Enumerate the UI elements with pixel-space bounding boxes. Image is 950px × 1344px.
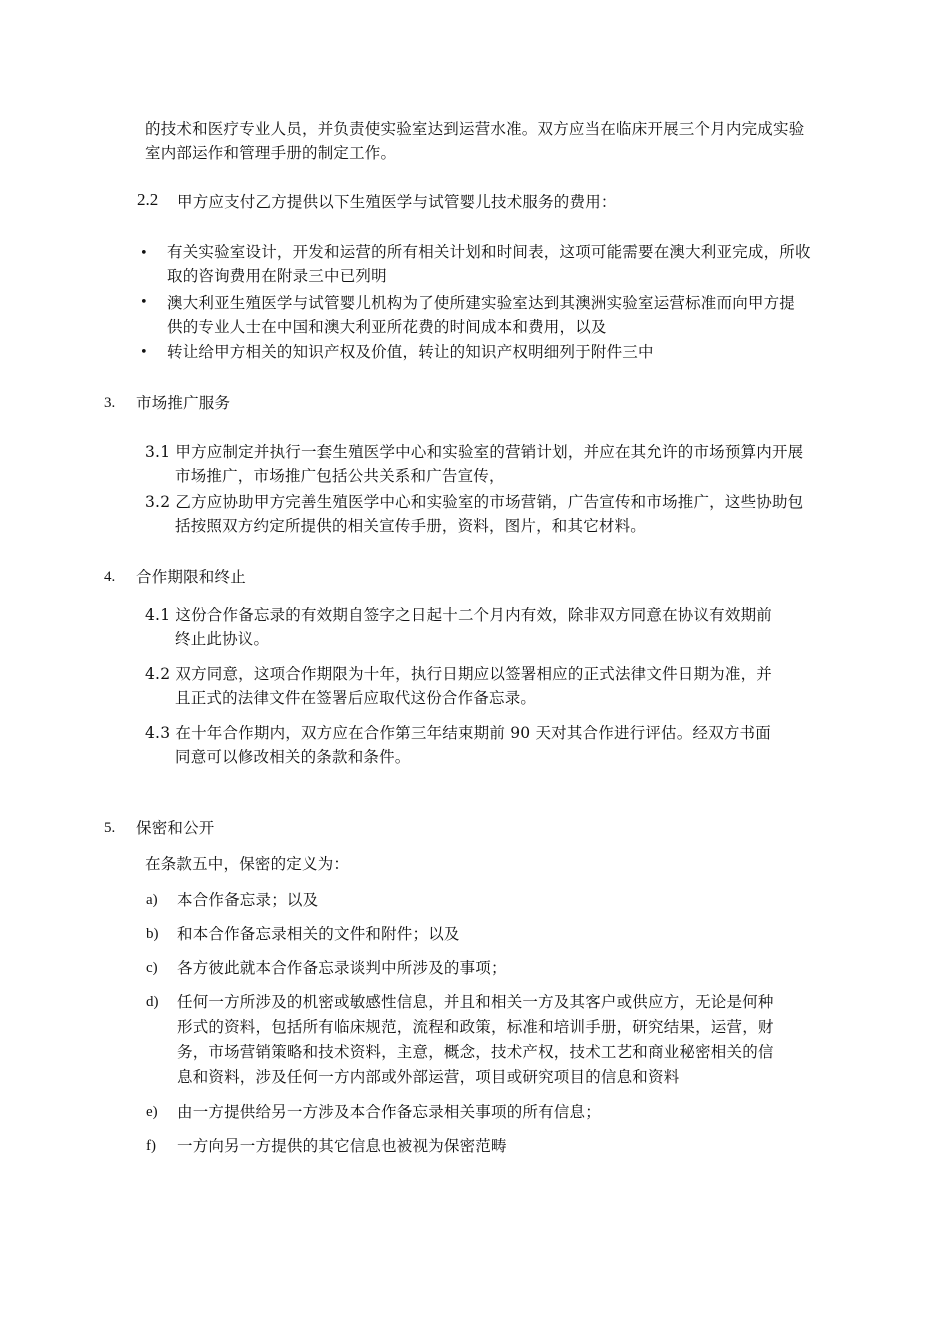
item-f-text: 一方向另一方提供的其它信息也被视为保密范畴 bbox=[177, 1137, 507, 1155]
item-3-2-line-2: 括按照双方约定所提供的相关宣传手册，资料，图片，和其它材料。 bbox=[175, 517, 647, 535]
bullet-icon: • bbox=[140, 246, 148, 261]
item-c-label: c) bbox=[146, 960, 158, 976]
section-5-title: 保密和公开 bbox=[136, 819, 215, 837]
section-2-2-text: 甲方应支付乙方提供以下生殖医学与试管婴儿技术服务的费用： bbox=[177, 193, 617, 211]
item-4-2-line-1: 4.2 双方同意，这项合作期限为十年，执行日期应以签署相应的正式法律文件日期为准，并 bbox=[145, 665, 772, 683]
bullet-2-line-1: 澳大利亚生殖医学与试管婴儿机构为了使所建实验室达到其澳洲实验室运营标准而向甲方提 bbox=[167, 294, 796, 312]
bullet-1-line-1: 有关实验室设计，开发和运营的所有相关计划和时间表，这项可能需要在澳大利亚完成，所收 bbox=[167, 243, 811, 261]
item-4-1-line-2: 终止此协议。 bbox=[175, 630, 270, 648]
item-c-text: 各方彼此就本合作备忘录谈判中所涉及的事项； bbox=[177, 959, 507, 977]
bullet-icon: • bbox=[140, 345, 148, 360]
item-4-3-line-2: 同意可以修改相关的条款和条件。 bbox=[175, 748, 411, 766]
item-4-3-line-1: 4.3 在十年合作期内，双方应在合作第三年结束期前 90 天对其合作进行评估。经双方书面 bbox=[145, 724, 771, 742]
item-d-line-2: 形式的资料，包括所有临床规范，流程和政策，标准和培训手册，研究结果，运营，财 bbox=[177, 1018, 774, 1036]
item-d-label: d) bbox=[146, 994, 159, 1010]
item-3-1-line-2: 市场推广，市场推广包括公共关系和广告宣传， bbox=[175, 467, 505, 485]
item-3-2-line-1: 3.2 乙方应协助甲方完善生殖医学中心和实验室的市场营销，广告宣传和市场推广，这些协助包 bbox=[145, 493, 804, 511]
item-a-text: 本合作备忘录；以及 bbox=[177, 891, 319, 909]
section-2-2-number: 2.2 bbox=[137, 190, 159, 209]
section-3-number: 3. bbox=[104, 395, 116, 411]
bullet-2-line-2: 供的专业人士在中国和澳大利亚所花费的时间成本和费用，以及 bbox=[167, 318, 607, 336]
item-d-line-4: 息和资料，涉及任何一方内部或外部运营，项目或研究项目的信息和资料 bbox=[177, 1068, 680, 1086]
item-b-text: 和本合作备忘录相关的文件和附件；以及 bbox=[177, 925, 460, 943]
section-4-number: 4. bbox=[104, 569, 116, 585]
item-d-line-3: 务，市场营销策略和技术资料，主意，概念，技术产权，技术工艺和商业秘密相关的信 bbox=[177, 1043, 774, 1061]
section-3-title: 市场推广服务 bbox=[136, 394, 231, 412]
bullet-1-line-2: 取的咨询费用在附录三中已列明 bbox=[167, 267, 387, 285]
section-5-number: 5. bbox=[104, 820, 116, 836]
item-e-label: e) bbox=[146, 1104, 158, 1120]
intro-line-1: 的技术和医疗专业人员，并负责使实验室达到运营水准。双方应当在临床开展三个月内完成实验 bbox=[145, 120, 805, 138]
section-5-intro: 在条款五中，保密的定义为： bbox=[145, 855, 350, 873]
item-4-2-line-2: 且正式的法律文件在签署后应取代这份合作备忘录。 bbox=[175, 689, 537, 707]
bullet-icon: • bbox=[140, 295, 148, 310]
section-4-title: 合作期限和终止 bbox=[136, 568, 246, 586]
item-b-label: b) bbox=[146, 926, 159, 942]
item-d-line-1: 任何一方所涉及的机密或敏感性信息，并且和相关一方及其客户或供应方，无论是何种 bbox=[177, 993, 774, 1011]
item-a-label: a) bbox=[146, 892, 158, 908]
bullet-3-line-1: 转让给甲方相关的知识产权及价值，转让的知识产权明细列于附件三中 bbox=[167, 343, 654, 361]
item-e-text: 由一方提供给另一方涉及本合作备忘录相关事项的所有信息； bbox=[177, 1103, 601, 1121]
item-4-1-line-1: 4.1 这份合作备忘录的有效期自签字之日起十二个月内有效，除非双方同意在协议有效期前 bbox=[145, 606, 772, 624]
item-3-1-line-1: 3.1 甲方应制定并执行一套生殖医学中心和实验室的营销计划，并应在其允许的市场预算内开展 bbox=[145, 443, 804, 461]
intro-line-2: 室内部运作和管理手册的制定工作。 bbox=[145, 144, 397, 162]
item-f-label: f) bbox=[146, 1138, 156, 1154]
